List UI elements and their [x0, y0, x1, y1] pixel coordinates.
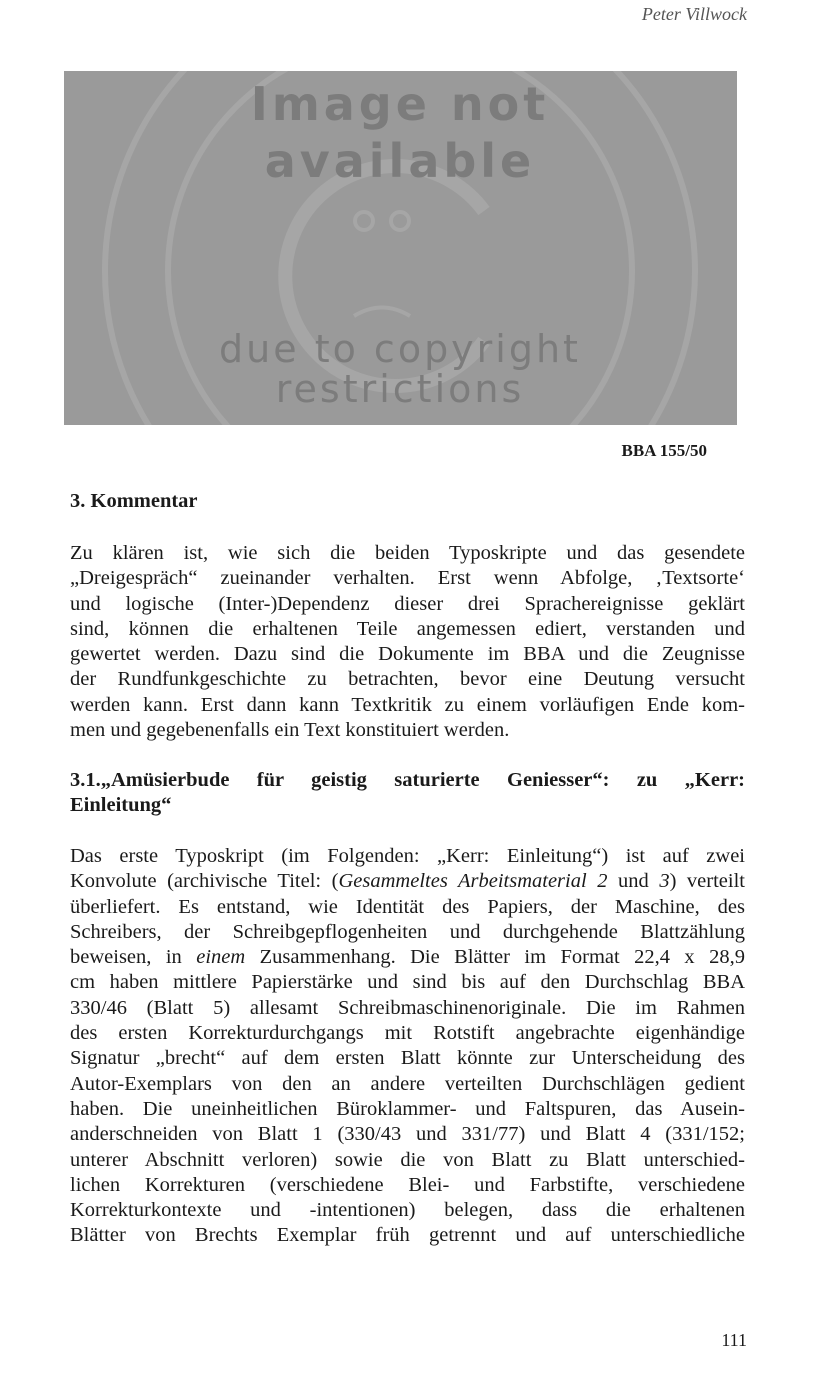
text-line: haben. Die uneinheitlichen Büroklammer- und Faltspuren, das Ausein- — [70, 1097, 745, 1120]
text-line: Schreibers, der Schreibgepflogenheiten und durchgehende Blattzählung — [70, 920, 745, 943]
text-line: und logische (Inter-)Dependenz dieser drei Sprachereignisse geklärt — [70, 592, 745, 615]
paragraph-1 — [70, 541, 745, 743]
text-line: men und gegebenenfalls ein Text konstituiert werden. — [70, 719, 510, 742]
text-segment: Konvolute (archivische Titel: ( — [70, 870, 339, 893]
figure-caption: BBA 155/50 — [621, 441, 707, 460]
subheading-line: Einleitung“ — [70, 794, 172, 817]
subsection-heading — [70, 768, 745, 819]
text-line: lichen Korrekturen (verschiedene Blei- und Farbstifte, verschiedene — [70, 1173, 745, 1196]
text-line: anderschneiden von Blatt 1 (330/43 und 331/77) und Blatt 4 (331/152; — [70, 1123, 745, 1146]
text-line: Zu klären ist, wie sich die beiden Typoskripte und das gesendete — [70, 542, 745, 564]
text-line: Signatur „brecht“ auf dem ersten Blatt könnte zur Unterscheidung des — [70, 1047, 745, 1070]
text-line: des ersten Korrekturdurchgangs mit Rotstift angebrachte eigenhändige — [70, 1022, 745, 1045]
text-segment: und — [607, 870, 660, 893]
copyright-placeholder-graphic — [64, 71, 737, 425]
text-line: werden kann. Erst dann kann Textkritik zu einem vorläufigen Ende kom- — [70, 693, 745, 716]
placeholder-line4: restrictions — [275, 367, 525, 411]
text-line: 330/46 (Blatt 5) allesamt Schreibmaschinenoriginale. Die im Rahmen — [70, 996, 745, 1019]
running-head: Peter Villwock — [641, 4, 747, 24]
image-placeholder — [64, 71, 737, 425]
text-line: der Rundfunkgeschichte zu betrachten, bevor eine Deutung versucht — [70, 668, 745, 691]
subheading-line: 3.1.„Amüsierbude für geistig saturierte Geniesser“: zu „Kerr: — [70, 769, 745, 791]
paragraph-2 — [70, 844, 745, 1249]
italic-title: Gesammeltes Arbeitsmaterial 2 — [338, 870, 608, 893]
italic-emphasis: einem — [196, 946, 246, 969]
text-line: Korrekturkontexte und -intentionen) belegen, dass die erhaltenen — [70, 1199, 745, 1222]
page-number: 111 — [721, 1330, 747, 1350]
section-heading: 3. Kommentar — [70, 490, 198, 512]
text-line: unterer Abschnitt verloren) sowie die von Blatt zu Blatt unterschied- — [70, 1148, 745, 1171]
italic-title: 3 — [659, 870, 670, 893]
text-line — [70, 945, 745, 970]
placeholder-line3: due to copyright — [219, 327, 581, 371]
text-line: Blätter von Brechts Exemplar früh getrennt und auf unterschiedliche — [70, 1224, 745, 1247]
text-segment: ) verteilt — [669, 870, 745, 893]
text-line: Das erste Typoskript (im Folgenden: „Kerr: Einleitung“) ist auf zwei — [70, 845, 745, 867]
text-line: gewertet werden. Dazu sind die Dokumente im BBA und die Zeugnisse — [70, 643, 745, 666]
text-line: Autor-Exemplars von den an andere verteilten Durchschlägen gedient — [70, 1072, 745, 1095]
text-line: sind, können die erhaltenen Teile angemessen ediert, verstanden und — [70, 617, 745, 640]
text-segment: Zusammenhang. Die Blätter im Format 22,4 x 28,9 — [245, 946, 745, 969]
text-line: überliefert. Es entstand, wie Identität des Papiers, der Maschine, des — [70, 895, 745, 918]
text-line: „Dreigespräch“ zueinander verhalten. Erst wenn Abfolge, ‚Textsorte‘ — [70, 567, 745, 590]
text-line — [70, 869, 745, 894]
placeholder-line1: Image not — [250, 77, 550, 131]
text-segment: beweisen, in — [70, 946, 197, 969]
text-line: cm haben mittlere Papierstärke und sind bis auf den Durchschlag BBA — [70, 971, 745, 994]
placeholder-line2: available — [264, 134, 536, 188]
